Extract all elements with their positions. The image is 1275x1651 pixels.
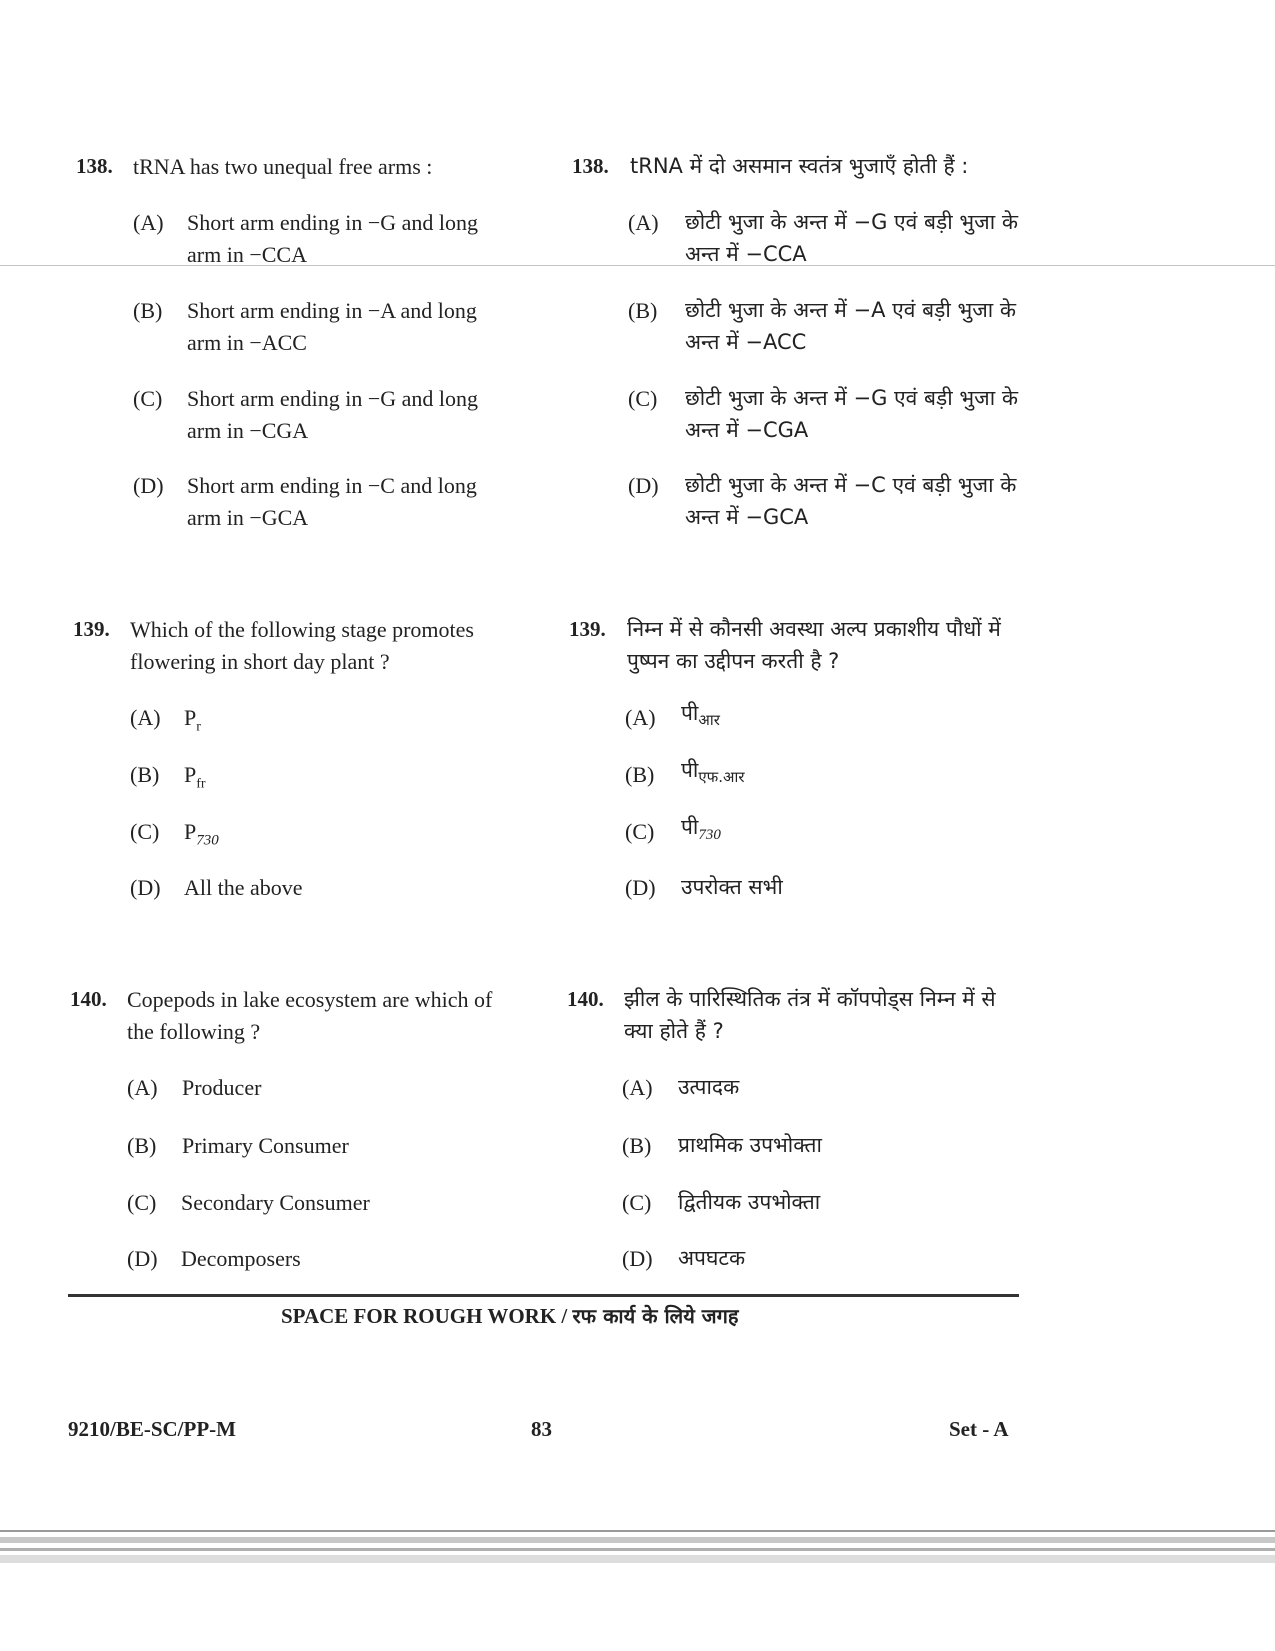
- option-label-hi: (B): [628, 298, 658, 323]
- option-text-hi: छोटी भुजा के अन्त में −A एवं बड़ी भुजा के: [685, 298, 1017, 322]
- option-text-hi: $पी_{एफ.आर}$: [681, 758, 745, 787]
- option-label-en: (B): [127, 1133, 157, 1158]
- question-stem-hi: निम्न में से कौनसी अवस्था अल्प प्रकाशीय पौधों में: [627, 617, 1001, 641]
- question-stem-en: flowering in short day plant ?: [130, 649, 390, 674]
- question-stem-en: Which of the following stage promotes: [130, 617, 474, 642]
- question-stem-en: Copepods in lake ecosystem are which of: [127, 987, 493, 1012]
- option-text-en: Short arm ending in −C and long: [187, 473, 477, 498]
- option-text-en: arm in −CGA: [187, 418, 309, 443]
- option-text-en: arm in −GCA: [187, 505, 309, 530]
- option-text-en: Primary Consumer: [182, 1133, 349, 1158]
- option-label-hi: (A): [625, 705, 656, 730]
- scan-band: [0, 1555, 1275, 1563]
- question-number-hi: 138.: [572, 154, 609, 178]
- option-text-hi: छोटी भुजा के अन्त में −G एवं बड़ी भुजा के: [685, 210, 1018, 234]
- option-text-en: Short arm ending in −G and long: [187, 210, 479, 235]
- scan-band: [0, 1530, 1275, 1532]
- option-text-en: Secondary Consumer: [181, 1190, 370, 1215]
- option-text-en: $P_{730}$: [184, 819, 219, 849]
- option-text-en: All the above: [184, 875, 303, 900]
- option-text-en: Producer: [182, 1075, 262, 1100]
- scan-band: [0, 1548, 1275, 1551]
- question-number-hi: 140.: [567, 987, 604, 1011]
- option-label-hi: (C): [625, 819, 655, 844]
- option-text-en: $P_r$: [184, 705, 201, 735]
- question-stem-hi: झील के पारिस्थितिक तंत्र में कॉपपोड्स निम्न में से: [624, 987, 996, 1011]
- option-label-hi: (D): [622, 1246, 653, 1271]
- option-text-en: $P_{fr}$: [184, 762, 206, 792]
- option-label-en: (B): [133, 298, 163, 323]
- question-stem-hi: क्या होते हैं ?: [624, 1019, 724, 1043]
- question-stem-en: the following ?: [127, 1019, 261, 1044]
- option-label-hi: (A): [622, 1075, 653, 1100]
- option-text-en: Short arm ending in −G and long: [187, 386, 479, 411]
- question-stem-hi: tRNA में दो असमान स्वतंत्र भुजाएँ होती हैं :: [630, 154, 969, 178]
- option-text-en: Short arm ending in −A and long: [187, 298, 477, 323]
- option-text-hi: अन्त में −GCA: [685, 505, 809, 529]
- option-text-hi: छोटी भुजा के अन्त में −C एवं बड़ी भुजा के: [685, 473, 1017, 497]
- option-text-hi: उत्पादक: [678, 1075, 740, 1099]
- option-text-hi: अन्त में −ACC: [685, 330, 807, 354]
- option-label-hi: (B): [625, 762, 655, 787]
- option-label-hi: (C): [628, 386, 658, 411]
- page-number: 83: [531, 1417, 552, 1441]
- option-label-hi: (D): [625, 875, 656, 900]
- question-number-en: 138.: [76, 154, 113, 178]
- option-text-hi: प्राथमिक उपभोक्ता: [678, 1133, 822, 1157]
- option-text-hi: द्वितीयक उपभोक्ता: [678, 1190, 821, 1214]
- option-label-en: (A): [133, 210, 164, 235]
- question-number-hi: 139.: [569, 617, 606, 641]
- option-label-en: (A): [127, 1075, 158, 1100]
- question-number-en: 139.: [73, 617, 110, 641]
- option-text-hi: अन्त में −CGA: [685, 418, 809, 442]
- option-label-hi: (B): [622, 1133, 652, 1158]
- option-text-hi: अन्त में −CCA: [685, 242, 807, 266]
- option-label-en: (C): [130, 819, 160, 844]
- option-label-en: (D): [130, 875, 161, 900]
- scan-band: [0, 1537, 1275, 1543]
- option-label-en: (C): [133, 386, 163, 411]
- option-text-en: arm in −ACC: [187, 330, 307, 355]
- option-label-hi: (D): [628, 473, 659, 498]
- option-text-hi: $पी_{730}$: [681, 815, 721, 844]
- option-text-en: arm in −CCA: [187, 242, 307, 267]
- option-label-en: (A): [130, 705, 161, 730]
- option-label-en: (B): [130, 762, 160, 787]
- question-stem-en: tRNA has two unequal free arms :: [133, 154, 433, 179]
- paper-code: 9210/BE-SC/PP-M: [68, 1417, 236, 1441]
- option-text-hi: उपरोक्त सभी: [681, 875, 783, 899]
- option-text-hi: अपघटक: [678, 1246, 746, 1270]
- option-label-hi: (C): [622, 1190, 652, 1215]
- option-text-en: Decomposers: [181, 1246, 301, 1271]
- option-text-hi: छोटी भुजा के अन्त में −G एवं बड़ी भुजा के: [685, 386, 1018, 410]
- question-number-en: 140.: [70, 987, 107, 1011]
- option-label-hi: (A): [628, 210, 659, 235]
- option-label-en: (D): [127, 1246, 158, 1271]
- rough-work-divider: [68, 1294, 1019, 1297]
- option-text-hi: $पी_{आर}$: [681, 701, 720, 730]
- question-stem-hi: पुष्पन का उद्दीपन करती है ?: [627, 649, 840, 673]
- rough-work-label: SPACE FOR ROUGH WORK / रफ कार्य के लिये जगह: [281, 1304, 739, 1328]
- set-label: Set - A: [949, 1417, 1009, 1441]
- option-label-en: (D): [133, 473, 164, 498]
- option-label-en: (C): [127, 1190, 157, 1215]
